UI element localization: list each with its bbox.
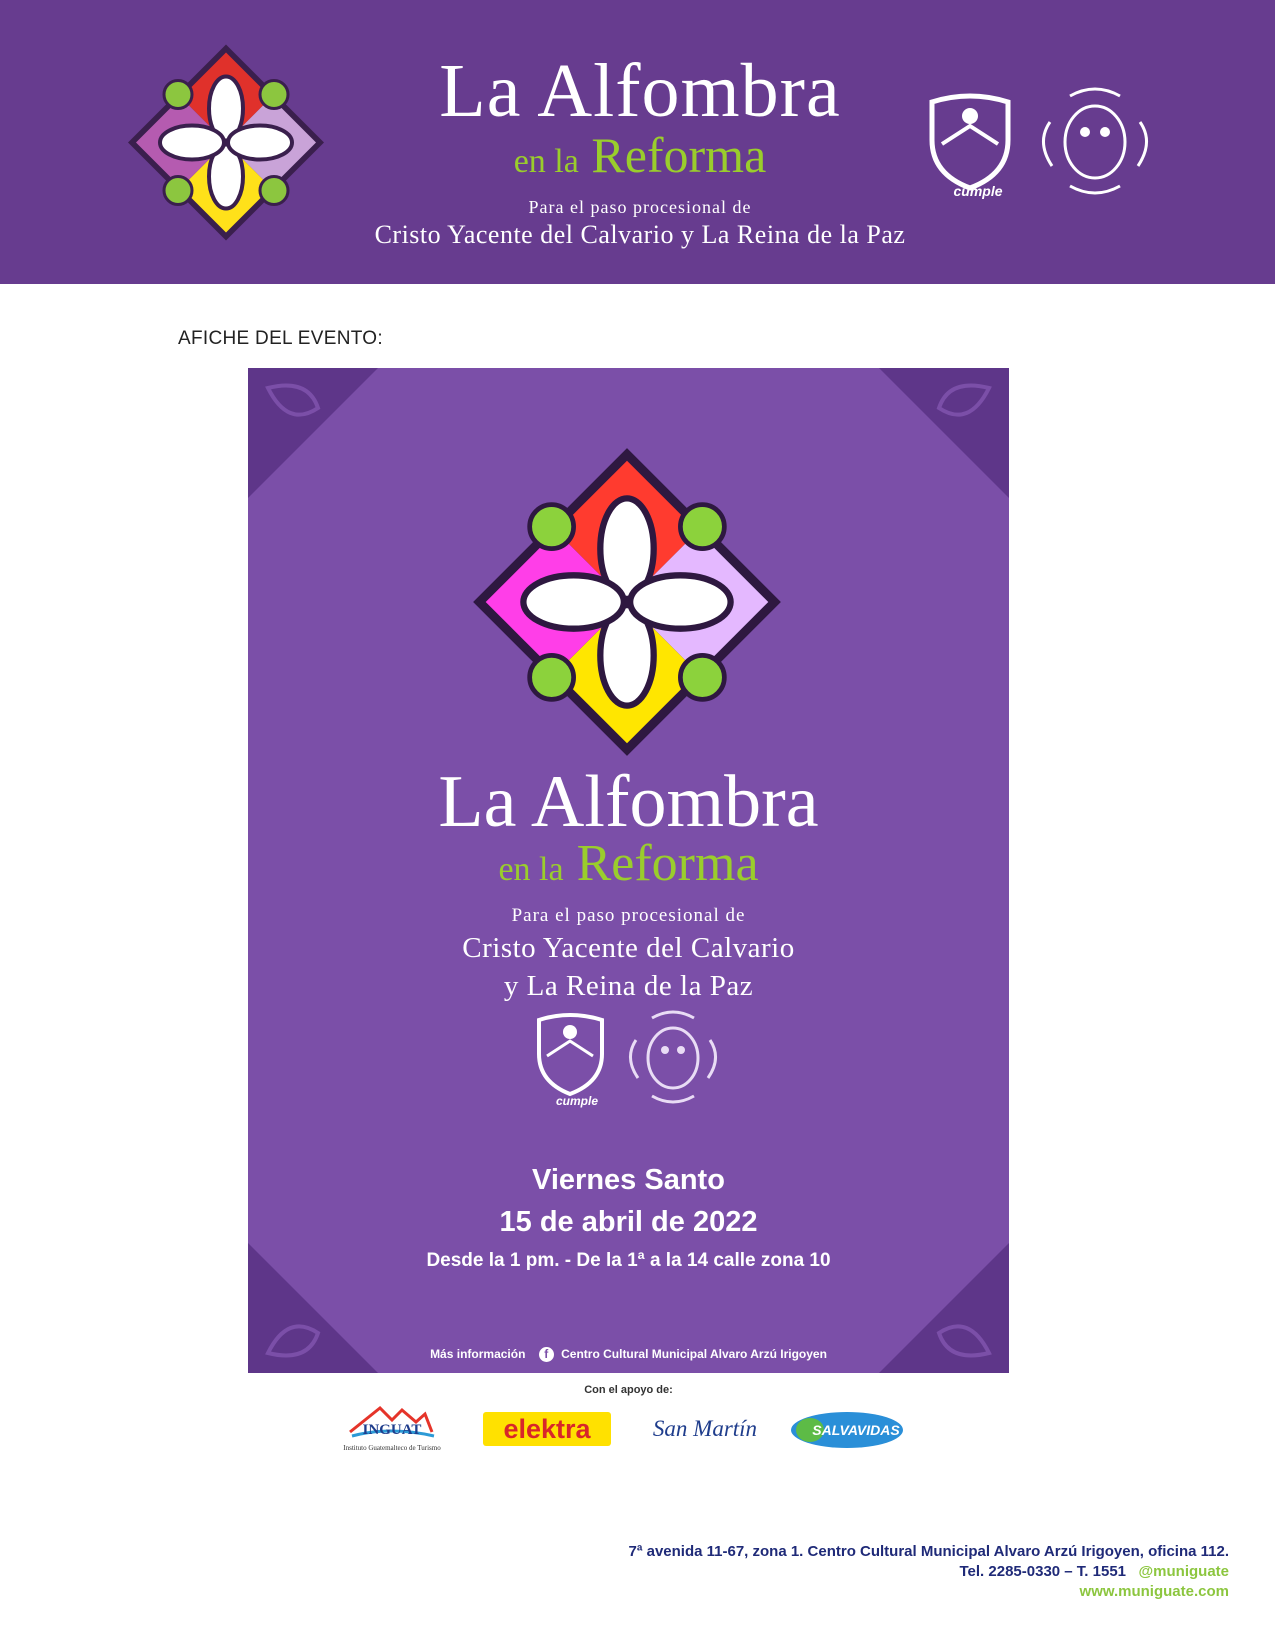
footer-address: 7ª avenida 11-67, zona 1. Centro Cultural Municipal Alvaro Arzú Irigoyen, oficina 112. [628, 1543, 1229, 1560]
mandala-logo-icon [470, 443, 784, 761]
header-subtitle-main: Cristo Yacente del Calvario y La Reina de la Paz [374, 220, 906, 249]
guatemala-city-coat-of-arms-icon [1030, 82, 1160, 202]
poster-title-reforma-word: Reforma [576, 835, 759, 892]
header-title: La Alfombra [439, 49, 841, 133]
section-label: AFICHE DEL EVENTO: [178, 328, 383, 349]
elektra-logo-text: elektra [503, 1414, 591, 1444]
header-title-reforma-word: Reforma [591, 127, 767, 183]
footer-phone-line [629, 1562, 1229, 1582]
poster-title: La Alfombra [438, 761, 819, 843]
svg-text:Instituto Guatemalteco de Turi: Instituto Guatemalteco de Turismo [343, 1444, 441, 1452]
guatemala-city-coat-of-arms-icon [618, 1006, 728, 1108]
salvavidas-logo [790, 1410, 905, 1450]
elektra-logo [483, 1412, 611, 1446]
poster-title-block [248, 763, 1009, 1003]
footer-contact [629, 1542, 1229, 1602]
poster-date-block [248, 1160, 1009, 1272]
mandala-logo-icon [126, 40, 326, 245]
poster-info-label: Más información [430, 1347, 526, 1361]
inguat-logo [330, 1400, 455, 1455]
header-subtitle-small: Para el paso procesional de [528, 197, 752, 217]
poster-title-en-la: en la [498, 851, 564, 888]
poster-subtitle-line2: y La Reina de la Paz [503, 970, 754, 1002]
municipal-shield-icon [533, 1008, 608, 1108]
header-title-block [320, 50, 960, 250]
svg-text:cumple: cumple [953, 183, 1003, 199]
san-martin-logo-text: San Martín [652, 1416, 758, 1441]
footer-website: www.muniguate.com [1079, 1583, 1229, 1600]
corner-ornament-icon [879, 368, 1009, 498]
sponsors-label: Con el apoyo de: [584, 1384, 673, 1396]
poster-info-page: Centro Cultural Municipal Alvaro Arzú Irigoyen [561, 1347, 827, 1361]
poster-date-full: 15 de abril de 2022 [499, 1206, 758, 1238]
poster-title-reforma [248, 837, 1009, 897]
facebook-icon: f [539, 1347, 554, 1362]
header-title-reforma [320, 128, 960, 189]
municipal-shield-icon [924, 88, 1016, 200]
header-title-en-la: en la [513, 143, 579, 180]
svg-text:INGUAT: INGUAT [362, 1422, 422, 1438]
corner-ornament-icon [248, 368, 378, 498]
poster-date-day: Viernes Santo [532, 1164, 725, 1196]
poster-subtitle-line1: Cristo Yacente del Calvario [462, 932, 795, 964]
poster-info-line [248, 1347, 1009, 1362]
svg-text:cumple: cumple [555, 1094, 599, 1108]
footer-phone: Tel. 2285-0330 – T. 1551 [959, 1563, 1127, 1580]
san-martin-logo [645, 1414, 765, 1444]
event-poster [248, 368, 1009, 1373]
poster-date-detail: Desde la 1 pm. - De la 1ª a la 14 calle zona 10 [426, 1250, 831, 1271]
poster-subtitle-small: Para el paso procesional de [511, 905, 746, 926]
header-banner [0, 0, 1275, 284]
footer-social-handle: @muniguate [1138, 1563, 1229, 1580]
svg-text:SALVAVIDAS: SALVAVIDAS [812, 1422, 900, 1438]
